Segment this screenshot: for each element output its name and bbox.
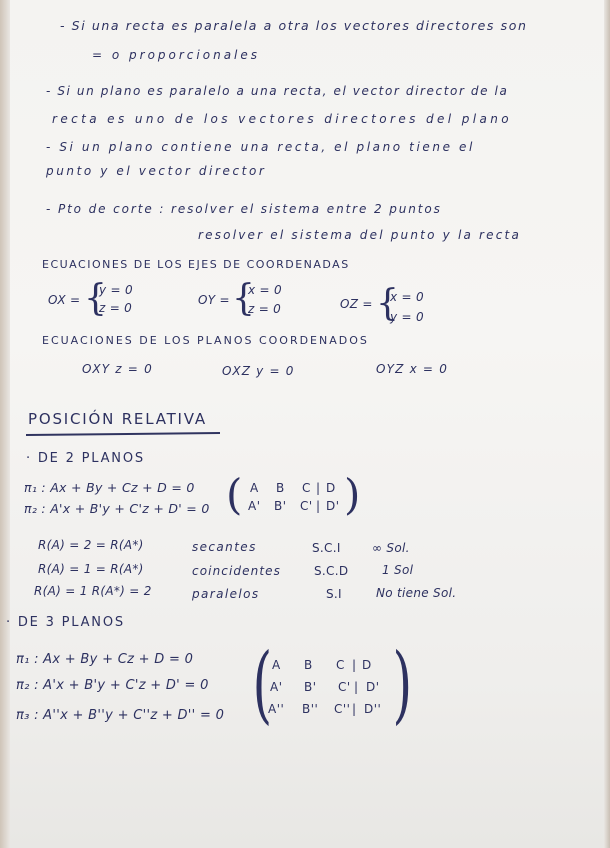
matrix3-cell: C''	[334, 702, 351, 716]
note-line-2: = o proporcionales	[92, 48, 261, 62]
coordinate-planes-heading: ECUACIONES DE LOS PLANOS COORDENADOS	[42, 334, 369, 347]
case-2-condition: R(A) = 1 = R(A*)	[38, 562, 144, 576]
note-line-5: - Si un plano contiene una recta, el plano tiene el	[46, 140, 475, 154]
matrix3-cell: B'	[304, 680, 317, 694]
matrix2-divider: |	[316, 481, 321, 495]
matrix3-divider: |	[352, 702, 357, 716]
matrix2-cell: D	[326, 481, 336, 495]
matrix3-cell: C	[336, 658, 345, 672]
page-left-edge	[0, 0, 10, 848]
note-line-3: - Si un plano es paralelo a una recta, el vector director de la	[46, 84, 509, 98]
oy-brace: {	[232, 278, 255, 319]
matrix2-cell: B	[276, 481, 285, 495]
section-title: POSICIÓN RELATIVA	[28, 410, 207, 428]
matrix3-cell: D'	[366, 680, 380, 694]
ox-eq-2: z = 0	[99, 301, 133, 315]
note-line-8: resolver el sistema del punto y la recta	[198, 228, 522, 242]
oy-label: OY =	[198, 293, 230, 307]
matrix3-right-paren: )	[392, 635, 413, 733]
oy-eq-2: z = 0	[248, 302, 282, 316]
note-line-7: - Pto de corte : resolver el sistema entre 2 puntos	[46, 202, 442, 216]
matrix3-cell: A'	[270, 680, 283, 694]
page-right-edge	[604, 0, 610, 848]
axes-equations-heading: ECUACIONES DE LOS EJES DE COORDENADAS	[42, 258, 350, 271]
note-line-1: - Si una recta es paralela a otra los vectores directores son	[60, 18, 528, 33]
note-line-6: punto y el vector director	[46, 164, 267, 178]
ox-brace: {	[84, 278, 107, 319]
case-1-type: S.C.I	[312, 541, 341, 555]
plane-oyz: OYZ x = 0	[376, 362, 449, 376]
ox-eq-1: y = 0	[99, 283, 133, 297]
three-planes-heading: · DE 3 PLANOS	[6, 615, 125, 630]
matrix3-cell: D''	[364, 702, 382, 716]
matrix2-divider: |	[316, 499, 321, 513]
case-1-name: secantes	[192, 540, 257, 554]
matrix2-cell: B'	[274, 499, 287, 513]
matrix3-cell: B''	[302, 702, 319, 716]
matrix2-cell: D'	[326, 499, 340, 513]
matrix2-cell: A	[250, 481, 259, 495]
case-1-solutions: ∞ Sol.	[372, 541, 410, 555]
matrix2-cell: A'	[248, 499, 261, 513]
matrix3-cell: A''	[268, 702, 285, 716]
ox-label: OX =	[48, 293, 81, 307]
case-3-solutions: No tiene Sol.	[376, 586, 457, 600]
oy-eq-1: x = 0	[248, 283, 282, 297]
plane-oxy: OXY z = 0	[82, 362, 153, 376]
plane-2-equation: π₂ : A'x + B'y + C'z + D' = 0	[24, 501, 210, 516]
matrix3-cell: C'	[338, 680, 351, 694]
case-2-type: S.C.D	[314, 564, 349, 578]
matrix2-cell: C'	[300, 499, 313, 513]
matrix2-cell: C	[302, 481, 311, 495]
oz-eq-2: y = 0	[390, 310, 424, 324]
matrix3-divider: |	[354, 680, 359, 694]
case-3-condition: R(A) = 1 R(A*) = 2	[34, 584, 152, 598]
plane-oxz: OXZ y = 0	[222, 364, 295, 378]
case-1-condition: R(A) = 2 = R(A*)	[38, 538, 144, 552]
matrix3-left-paren: (	[252, 635, 273, 733]
case-3-name: paralelos	[192, 587, 260, 601]
matrix3-divider: |	[352, 658, 357, 672]
case-3-type: S.I	[326, 587, 342, 601]
oz-eq-1: x = 0	[390, 290, 424, 304]
oz-label: OZ =	[340, 297, 373, 311]
note-line-4: recta es uno de los vectores directores del plano	[52, 112, 512, 126]
plane-1-equation: π₁ : Ax + By + Cz + D = 0	[24, 480, 195, 495]
plane3-3-equation: π₃ : A''x + B''y + C''z + D'' = 0	[16, 708, 225, 723]
case-2-name: coincidentes	[192, 564, 281, 578]
plane3-2-equation: π₂ : A'x + B'y + C'z + D' = 0	[16, 678, 209, 693]
matrix2-left-paren: (	[226, 470, 243, 519]
two-planes-heading: · DE 2 PLANOS	[26, 451, 145, 466]
matrix3-cell: D	[362, 658, 372, 672]
plane3-1-equation: π₁ : Ax + By + Cz + D = 0	[16, 652, 194, 667]
matrix3-cell: B	[304, 658, 313, 672]
matrix3-cell: A	[272, 658, 281, 672]
case-2-solutions: 1 Sol	[382, 563, 414, 577]
matrix2-right-paren: )	[344, 470, 361, 519]
oz-brace: {	[376, 283, 399, 324]
